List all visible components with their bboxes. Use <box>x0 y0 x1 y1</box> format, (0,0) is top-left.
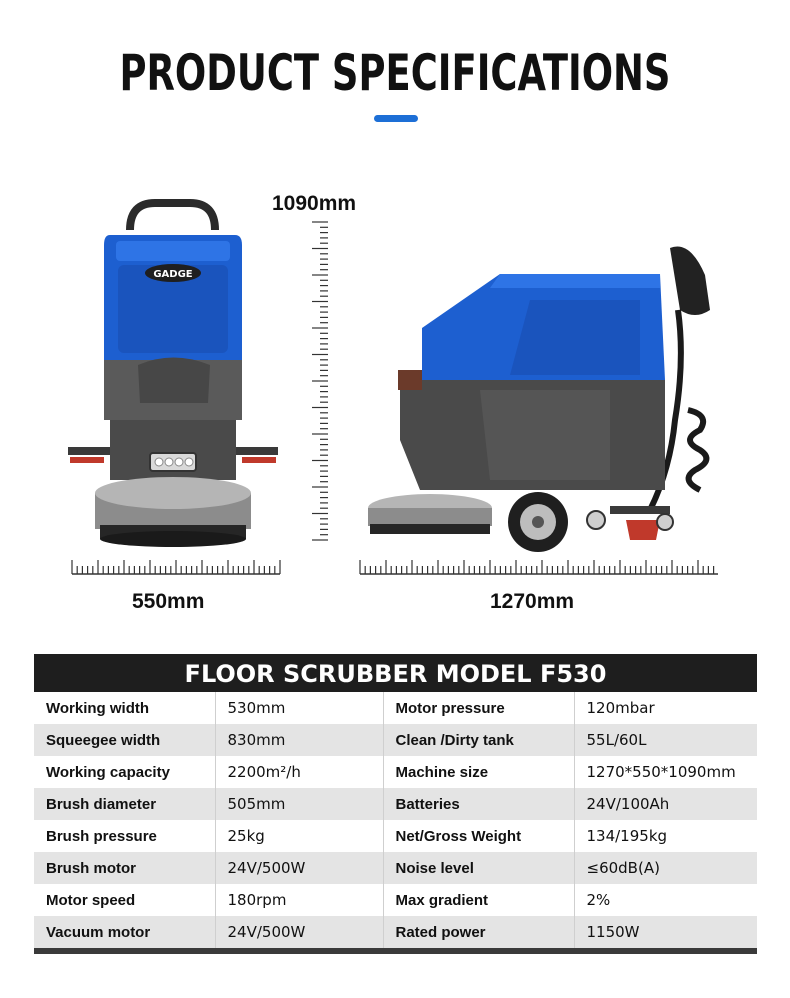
spec-value: 2200m²/h <box>215 756 383 788</box>
front-view-image <box>60 195 290 555</box>
spec-value: 1150W <box>574 916 757 951</box>
side-view-image <box>360 240 720 560</box>
table-row <box>34 820 757 852</box>
spec-label: Motor speed <box>34 884 215 916</box>
spec-value: 55L/60L <box>574 724 757 756</box>
height-ruler <box>300 218 340 548</box>
page-title: PRODUCT SPECIFICATIONS <box>119 44 671 102</box>
spec-label: Motor pressure <box>383 692 574 724</box>
table-row <box>34 692 757 724</box>
table-row <box>34 788 757 820</box>
spec-value: 505mm <box>215 788 383 820</box>
spec-label: Noise level <box>383 852 574 884</box>
spec-value: 180rpm <box>215 884 383 916</box>
spec-value: 24V/100Ah <box>574 788 757 820</box>
spec-table <box>34 692 757 954</box>
table-row <box>34 724 757 756</box>
spec-value: 120mbar <box>586 699 655 717</box>
spec-table-header: FLOOR SCRUBBER MODEL F530 <box>34 654 757 692</box>
spec-label: Machine size <box>383 756 574 788</box>
table-row <box>34 884 757 916</box>
spec-label: Clean /Dirty tank <box>383 724 574 756</box>
spec-label: Batteries <box>383 788 574 820</box>
width-dimension-label: 550mm <box>132 590 205 613</box>
spec-value: 25kg <box>215 820 383 852</box>
spec-value: 530mm <box>215 692 383 724</box>
spec-table-section <box>34 654 757 954</box>
spec-label: Vacuum motor <box>34 916 215 951</box>
length-ruler <box>358 558 720 580</box>
spec-label: Brush motor <box>34 852 215 884</box>
spec-value: 134/195kg <box>586 827 668 845</box>
spec-label: Rated power <box>383 916 574 951</box>
spec-label: Max gradient <box>383 884 574 916</box>
spec-label: Squeegee width <box>34 724 215 756</box>
spec-label: Working width <box>34 692 215 724</box>
title-accent-bar <box>374 115 418 122</box>
width-ruler <box>70 558 282 580</box>
logo-text: GADGE <box>153 269 193 280</box>
table-row <box>34 756 757 788</box>
spec-label: Brush pressure <box>34 820 215 852</box>
height-dimension-label: 1090mm <box>272 192 357 215</box>
spec-value: 24V/500W <box>215 852 383 884</box>
spec-value: ≤60dB(A) <box>574 852 757 884</box>
table-row <box>34 852 757 884</box>
spec-label: Net/Gross Weight <box>383 820 574 852</box>
spec-value: 1270*550*1090mm <box>586 763 736 781</box>
spec-value: 2% <box>586 891 611 909</box>
spec-value: 24V/500W <box>215 916 383 951</box>
table-row <box>34 916 757 951</box>
spec-label: Working capacity <box>34 756 215 788</box>
spec-value: 830mm <box>215 724 383 756</box>
length-dimension-label: 1270mm <box>490 590 575 613</box>
spec-label: Brush diameter <box>34 788 215 820</box>
